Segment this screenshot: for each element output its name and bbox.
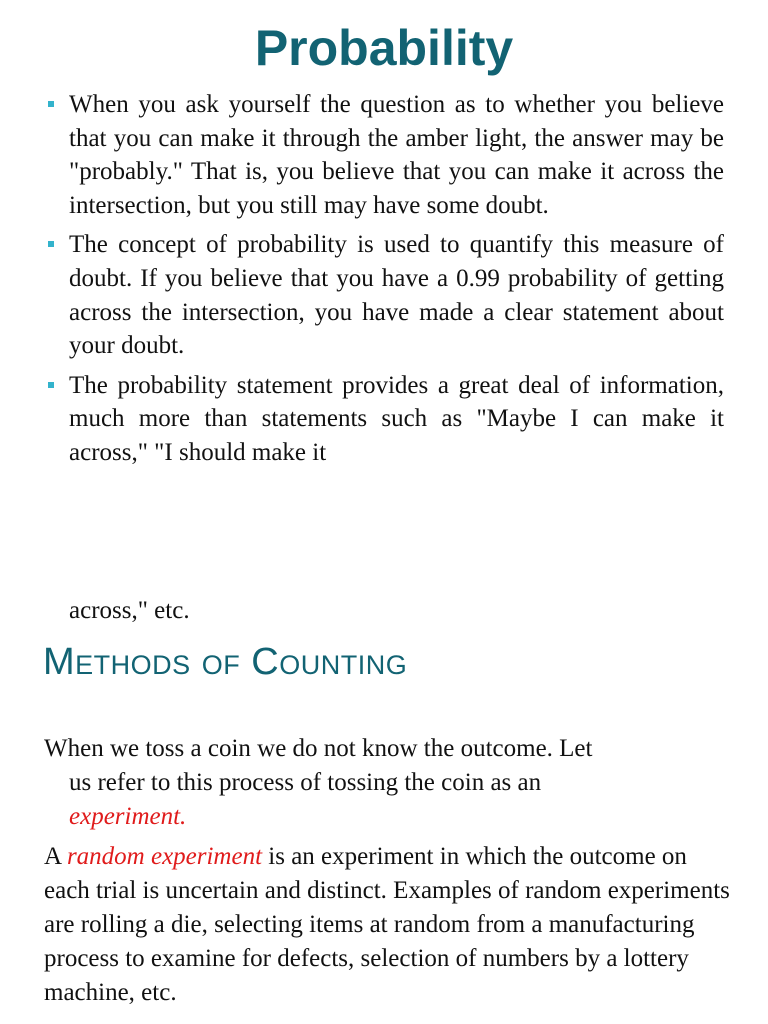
paragraph-body: is an experiment in which the outcome on each trial is uncertain and distinct. Examples of random experiments are rolling a die, selecting items at random from a manufacturing process to examine for defects, selection of numbers by a lottery machine, etc. (44, 843, 730, 1006)
page-title: Probability (254, 20, 514, 76)
section-heading: Methods of Counting (43, 641, 408, 683)
paragraph-prefix: A (44, 843, 67, 870)
square-bullet-icon (48, 382, 54, 388)
bullet-text-2: The concept of probability is used to quantify this measure of doubt. If you believe that you have a 0.99 probability of getting across the intersection, you have made a clear statement about your doubt. (69, 231, 724, 360)
square-bullet-icon (48, 101, 54, 107)
bullet-item-2 (44, 228, 724, 362)
bullet-list (44, 88, 724, 470)
bullet-continuation: across," etc. (69, 597, 190, 624)
bullet-text-3: The probability statement provides a great deal of information, much more than statements such as "Maybe I can make it across," "I should make it (69, 371, 724, 466)
paragraph-line-1: When we toss a coin we do not know the outcome. Let (44, 735, 593, 762)
emphasis-random-experiment: random experiment (66, 843, 263, 870)
paragraph-experiment (44, 732, 734, 834)
bullet-text-1: When you ask yourself the question as to whether you believe that you can make it through the amber light, the answer may be "probably." That is, you believe that you can make it across the intersection, but you still may have some doubt. (69, 91, 724, 219)
square-bullet-icon (48, 241, 54, 247)
paragraph-random-experiment (44, 840, 734, 1010)
emphasis-experiment: experiment. (69, 803, 187, 830)
bullet-item-1 (44, 88, 724, 222)
bullet-item-3 (44, 369, 724, 470)
paragraph-line-2: us refer to this process of tossing the coin as an (69, 769, 542, 796)
